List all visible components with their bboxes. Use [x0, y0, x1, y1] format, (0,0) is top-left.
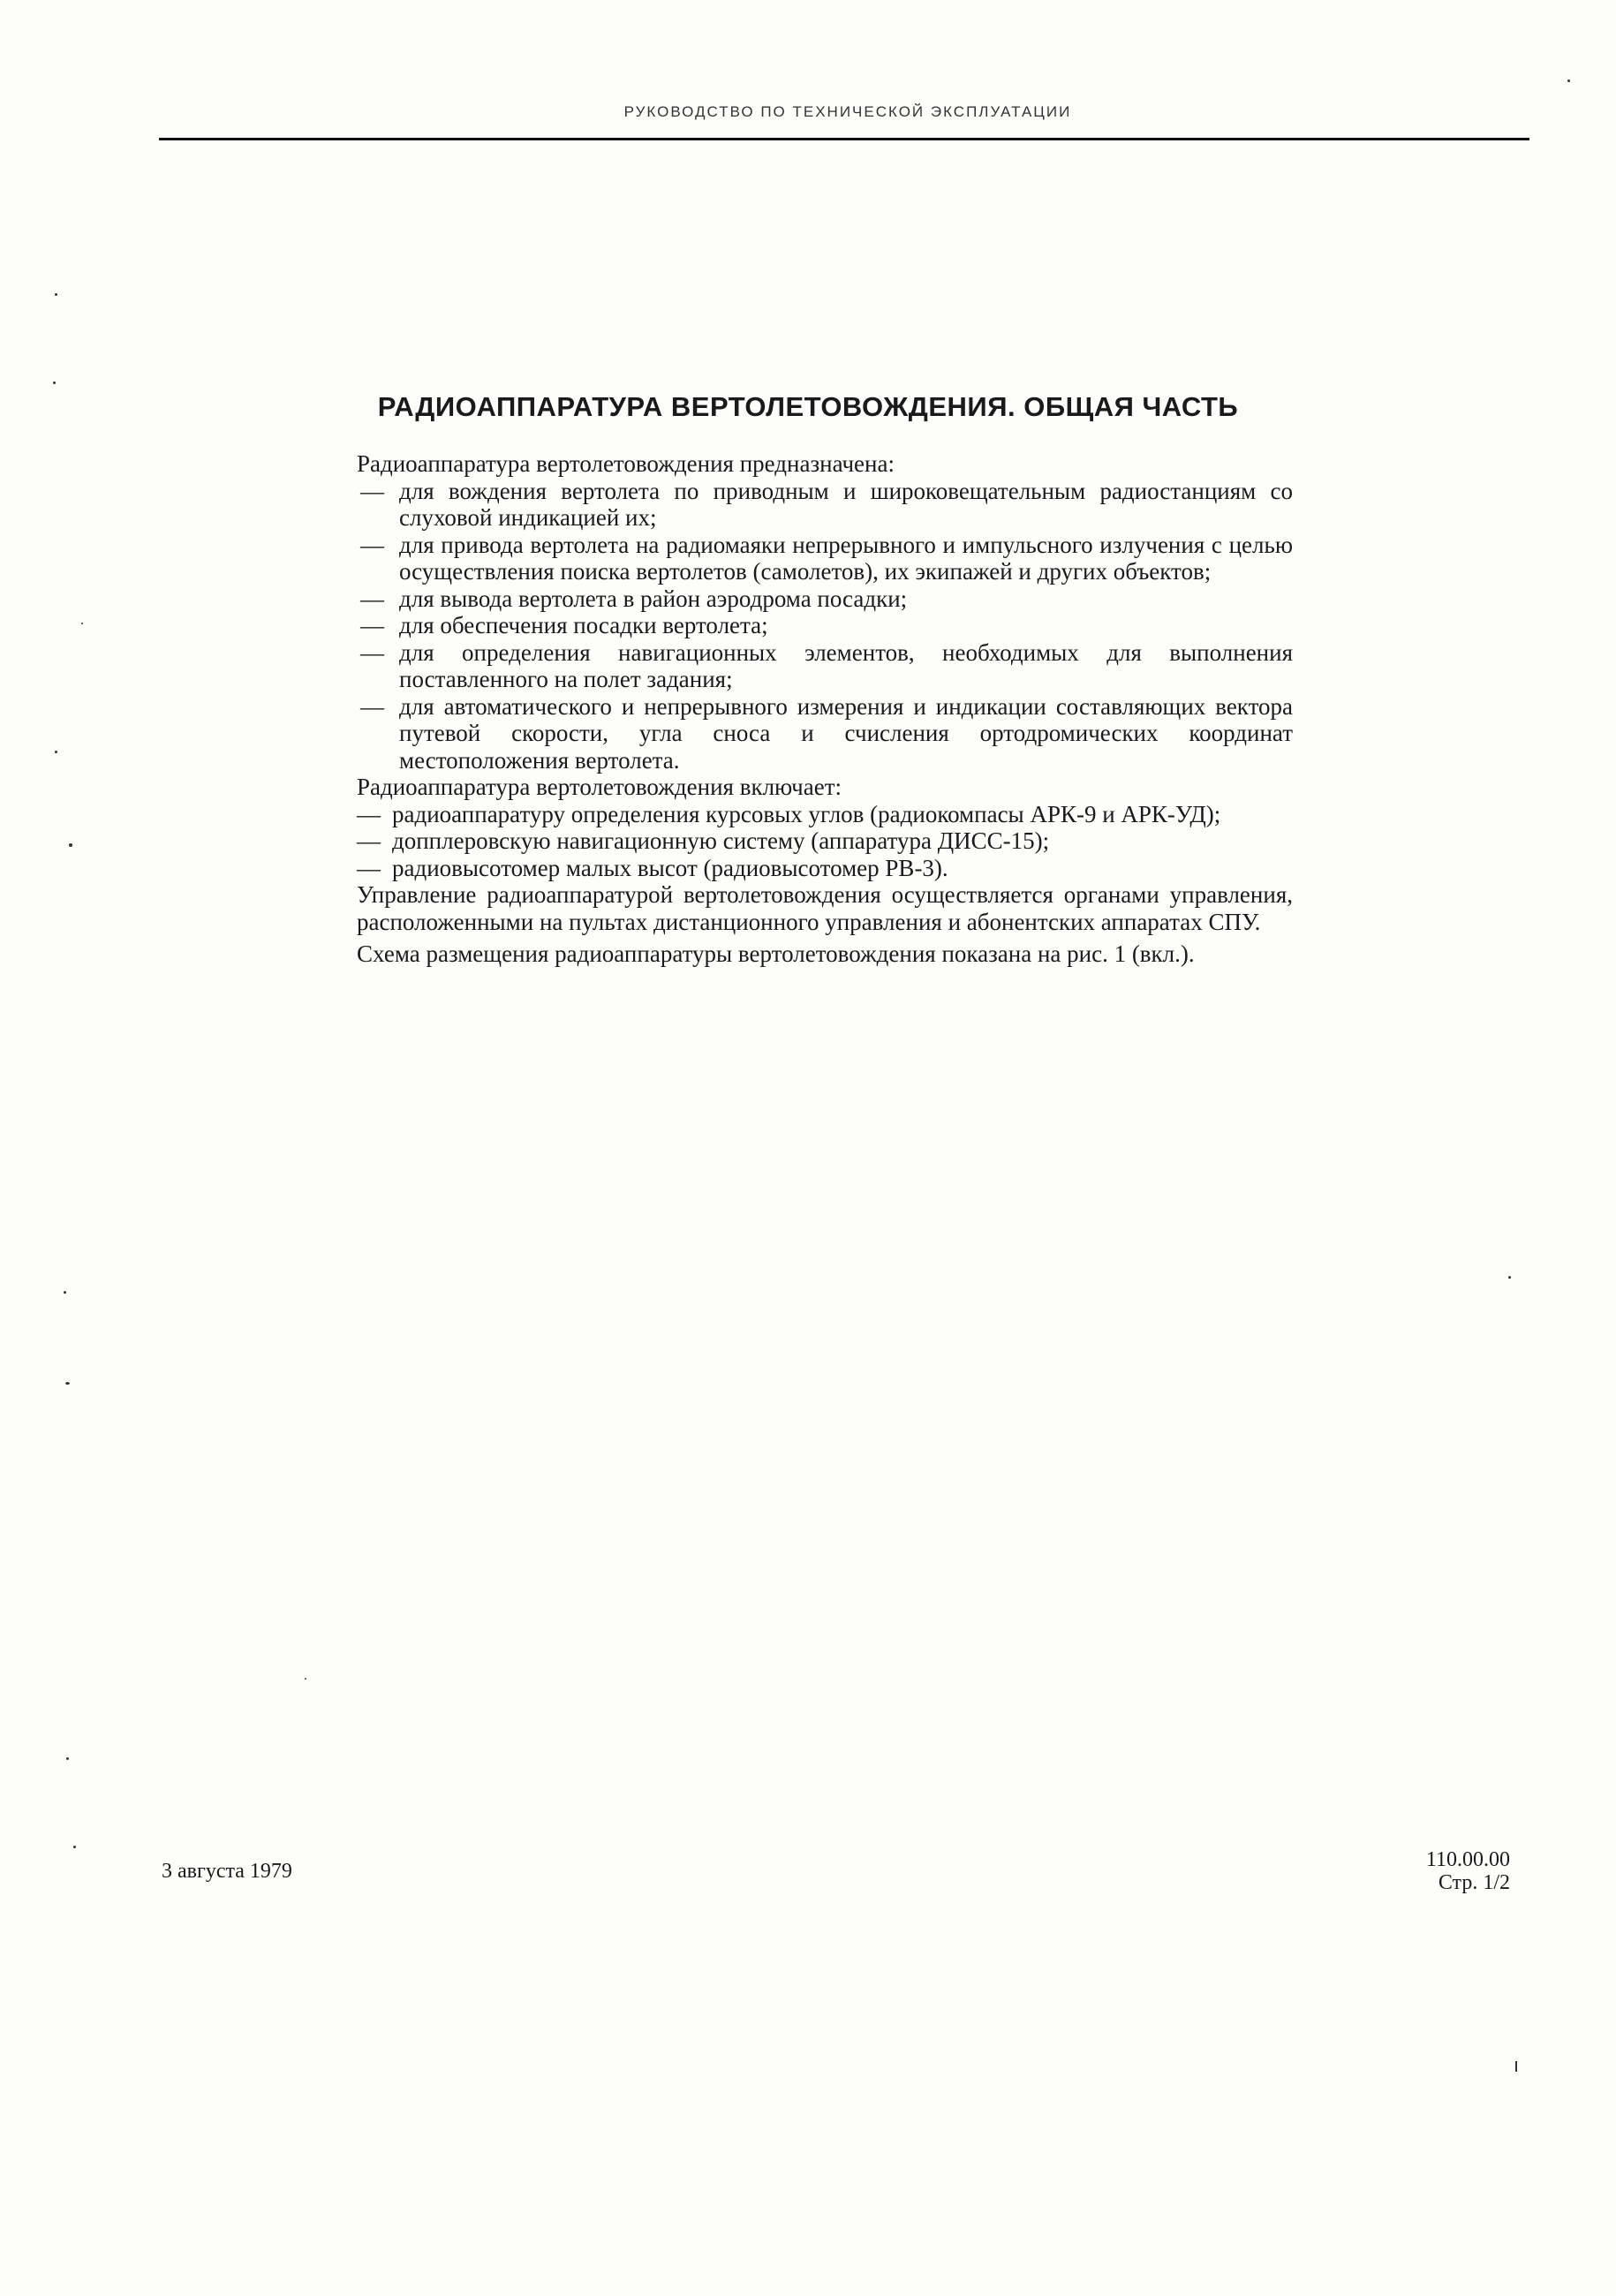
list-item [357, 585, 1293, 613]
footer-date: 3 августа 1979 [162, 1860, 292, 1883]
scan-speck [73, 1846, 76, 1848]
dash-marker: — [360, 585, 384, 612]
header-rule [159, 138, 1529, 140]
dash-marker: — [360, 612, 384, 638]
list-item [357, 532, 1293, 585]
list-item-text: для привода вертолета на радиомаяки непрерывного и импульсного излучения с целью осуществления поиска вертолетов (самолетов), их экипажей и других объектов; [399, 531, 1293, 585]
dash-marker: — [360, 692, 384, 720]
dash-marker: — [357, 827, 381, 854]
dash-marker: — [357, 854, 381, 881]
scan-speck [55, 751, 57, 753]
scan-speck [1508, 1276, 1511, 1279]
list-item-text: радиовысотомер малых высот (радиовысотомер РВ-3). [392, 854, 948, 881]
list-item [357, 801, 1293, 828]
layout-paragraph: Схема размещения радиоаппаратуры вертолетовождения показана на рис. 1 (вкл.). [357, 940, 1195, 967]
list-item [357, 639, 1293, 693]
dash-marker: — [360, 477, 384, 504]
list-item-text: для вождения вертолета по приводным и широковещательным радиостанциям со слуховой индикацией их; [399, 477, 1293, 531]
scan-speck [69, 843, 72, 847]
dash-marker: — [360, 638, 384, 666]
body-text [357, 450, 1293, 968]
list-item-text: для определения навигационных элементов, необходимых для выполнения поставленного на полет задания; [399, 638, 1293, 692]
list-item [357, 827, 1293, 855]
scan-speck [66, 1757, 69, 1760]
scan-speck [53, 381, 56, 384]
control-paragraph: Управление радиоаппаратурой вертолетовождения осуществляется органами управления, расположенными на пультах дистанционного управления и абонентских аппаратах СПУ. [357, 881, 1293, 935]
includes-paragraph: Радиоаппаратура вертолетовождения включает: [357, 774, 842, 800]
list-item [357, 693, 1293, 774]
running-header: РУКОВОДСТВО ПО ТЕХНИЧЕСКОЙ ЭКСПЛУАТАЦИИ [623, 103, 1072, 120]
scan-speck [81, 623, 83, 624]
intro-paragraph: Радиоаппаратура вертолетовождения предназначена: [357, 450, 895, 477]
document-code: 110.00.00 [1425, 1848, 1510, 1871]
list-item-text: радиоаппаратуру определения курсовых углов (радиокомпасы АРК-9 и АРК-УД); [392, 800, 1221, 827]
list-item-text: для автоматического и непрерывного измерения и индикации составляющих вектора путевой скорости, угла сноса и счисления ортодромических координат местоположения вертолета. [399, 692, 1293, 774]
dash-marker: — [357, 800, 381, 827]
scan-speck [1515, 2061, 1517, 2072]
scan-speck [1567, 79, 1570, 82]
section-title: РАДИОАППАРАТУРА ВЕРТОЛЕТОВОЖДЕНИЯ. ОБЩАЯ ЧАСТЬ [377, 391, 1239, 422]
list-item-text: для вывода вертолета в район аэродрома посадки; [399, 585, 908, 612]
scan-speck [305, 1678, 306, 1680]
component-list [357, 801, 1293, 882]
scan-speck [65, 1382, 70, 1385]
purpose-list [357, 478, 1293, 774]
list-item-text: для обеспечения посадки вертолета; [399, 612, 768, 638]
dash-marker: — [360, 531, 384, 558]
list-item-text: допплеровскую навигационную систему (аппаратура ДИСС-15); [392, 827, 1050, 854]
footer-code-block [1378, 1848, 1510, 1894]
scan-speck [64, 1291, 66, 1294]
list-item [357, 478, 1293, 532]
scan-speck [55, 293, 57, 296]
list-item [357, 612, 1293, 639]
list-item [357, 855, 1293, 882]
page-number: Стр. 1/2 [1438, 1871, 1510, 1894]
